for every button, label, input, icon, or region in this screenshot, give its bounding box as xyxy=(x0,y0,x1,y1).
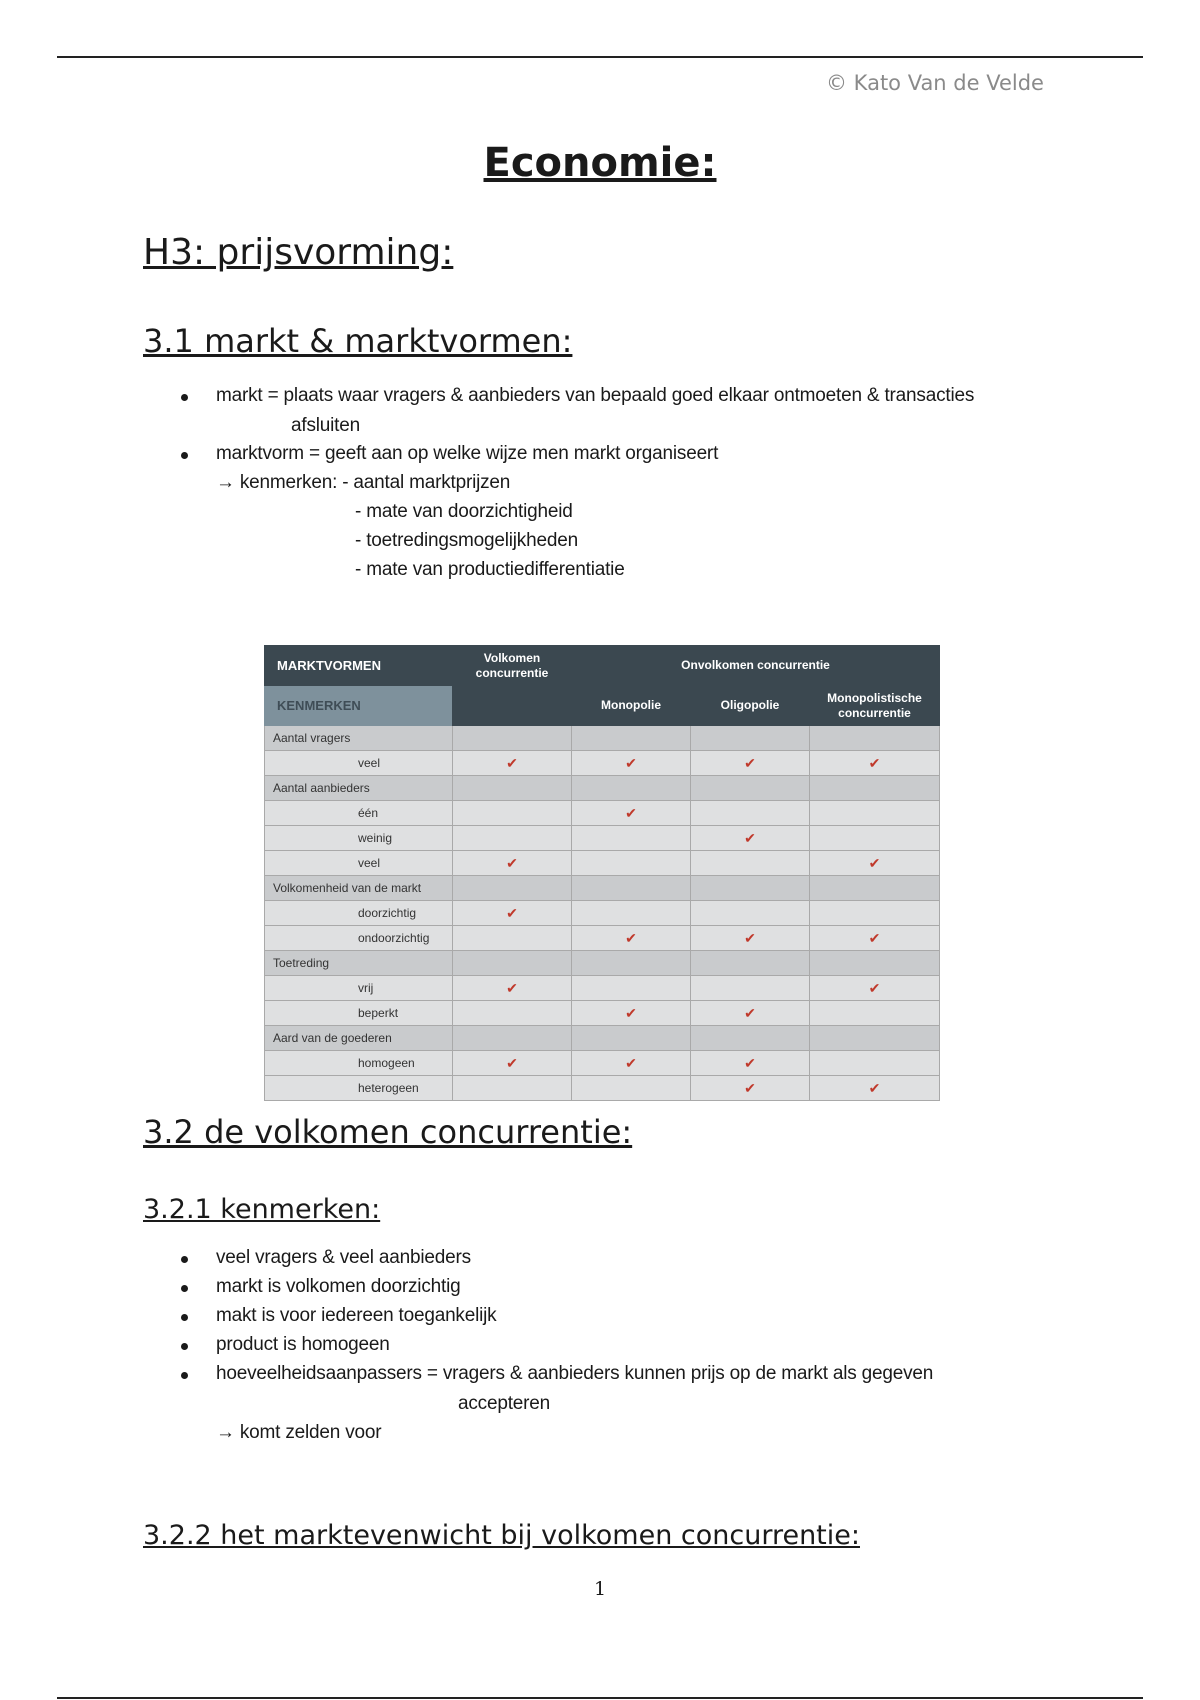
check-icon: ✔ xyxy=(572,1001,691,1026)
check-icon: ✔ xyxy=(810,976,940,1001)
row-label: heterogeen xyxy=(265,1076,453,1101)
kenmerk-bullet: hoeveelheidsaanpassers = vragers & aanbieders kunnen prijs op de markt als gegeven xyxy=(216,1363,934,1384)
chapter-heading: H3: prijsvorming: xyxy=(143,232,454,273)
table-cell xyxy=(810,1001,940,1026)
page-number: 1 xyxy=(593,1578,607,1600)
check-icon: ✔ xyxy=(453,751,572,776)
check-icon: ✔ xyxy=(453,1051,572,1076)
bullet-icon xyxy=(181,1314,188,1321)
group-label: Aantal aanbieders xyxy=(265,776,453,801)
group-label: Toetreding xyxy=(265,951,453,976)
kenmerk-note: → komt zelden voor xyxy=(216,1422,382,1443)
table-cell xyxy=(691,851,810,876)
check-icon: ✔ xyxy=(572,1051,691,1076)
check-icon: ✔ xyxy=(810,926,940,951)
table-row xyxy=(265,1076,940,1101)
kenmerk-bullet: veel vragers & veel aanbieders xyxy=(216,1247,471,1268)
group-label: Aard van de goederen xyxy=(265,1026,453,1051)
table-cell xyxy=(810,951,940,976)
table-cell xyxy=(691,901,810,926)
kenmerk-bullet: product is homogeen xyxy=(216,1334,390,1355)
table-cell xyxy=(691,776,810,801)
check-icon: ✔ xyxy=(691,751,810,776)
row-label: doorzichtig xyxy=(265,901,453,926)
row-label: beperkt xyxy=(265,1001,453,1026)
check-icon: ✔ xyxy=(810,851,940,876)
kenmerk-bullet-continuation: accepteren xyxy=(458,1393,551,1414)
table-group-row xyxy=(265,776,940,801)
table-group-row xyxy=(265,1026,940,1051)
table-cell xyxy=(572,1076,691,1101)
kenmerk-item: - toetredingsmogelijkheden xyxy=(355,530,578,551)
bullet-markt-line2: afsluiten xyxy=(291,415,360,436)
kenmerk-bullet: makt is voor iedereen toegankelijk xyxy=(216,1305,497,1326)
row-label: veel xyxy=(265,851,453,876)
table-cell xyxy=(453,1076,572,1101)
check-icon: ✔ xyxy=(810,751,940,776)
bullet-icon xyxy=(181,452,188,459)
table-cell xyxy=(453,776,572,801)
header-marktvormen: MARKTVORMEN xyxy=(265,646,453,686)
document-title: Economie: xyxy=(483,140,717,186)
table-cell xyxy=(810,801,940,826)
header-kenmerken: KENMERKEN xyxy=(265,686,453,726)
bullet-icon xyxy=(181,1343,188,1350)
header-volkomen: Volkomen concurrentie xyxy=(453,646,572,726)
check-icon: ✔ xyxy=(810,1076,940,1101)
row-label: homogeen xyxy=(265,1051,453,1076)
check-icon: ✔ xyxy=(691,1001,810,1026)
check-icon: ✔ xyxy=(691,1076,810,1101)
table-row xyxy=(265,926,940,951)
table-cell xyxy=(453,926,572,951)
table-cell xyxy=(810,1051,940,1076)
table-row xyxy=(265,1051,940,1076)
table-cell xyxy=(810,876,940,901)
header-monopolie: Monopolie xyxy=(572,686,691,726)
bullet-icon xyxy=(181,394,188,401)
table-cell xyxy=(810,901,940,926)
row-label: ondoorzichtig xyxy=(265,926,453,951)
table-cell xyxy=(453,951,572,976)
table-cell xyxy=(572,776,691,801)
section-heading-3-1: 3.1 markt & marktvormen: xyxy=(143,322,573,360)
section-heading-3-2: 3.2 de volkomen concurrentie: xyxy=(143,1113,633,1151)
header-monopolistische: Monopolistische concurrentie xyxy=(810,686,940,726)
check-icon: ✔ xyxy=(572,751,691,776)
table-cell xyxy=(691,876,810,901)
bullet-markt-line1: markt = plaats waar vragers & aanbieders van bepaald goed elkaar ontmoeten & transacties xyxy=(216,385,975,406)
table-row xyxy=(265,751,940,776)
table-cell xyxy=(453,876,572,901)
check-icon: ✔ xyxy=(453,976,572,1001)
subsection-heading-3-2-2: 3.2.2 het marktevenwicht bij volkomen concurrentie: xyxy=(143,1520,860,1551)
table-cell xyxy=(453,1026,572,1051)
check-icon: ✔ xyxy=(691,1051,810,1076)
table-cell xyxy=(572,976,691,1001)
table-row xyxy=(265,826,940,851)
table-cell xyxy=(453,726,572,751)
table-cell xyxy=(810,776,940,801)
table-cell xyxy=(691,951,810,976)
copyright-notice: © Kato Van de Velde xyxy=(826,71,1044,95)
bullet-icon xyxy=(181,1256,188,1263)
table-cell xyxy=(453,1001,572,1026)
group-label: Aantal vragers xyxy=(265,726,453,751)
footer-rule xyxy=(57,1697,1143,1699)
table-cell xyxy=(453,801,572,826)
table-row xyxy=(265,1001,940,1026)
table-cell xyxy=(453,826,572,851)
table-cell xyxy=(572,901,691,926)
table-cell xyxy=(572,826,691,851)
bullet-icon xyxy=(181,1285,188,1292)
table-cell xyxy=(691,1026,810,1051)
kenmerk-bullet: markt is volkomen doorzichtig xyxy=(216,1276,461,1297)
check-icon: ✔ xyxy=(691,826,810,851)
table-cell xyxy=(810,1026,940,1051)
table-group-row xyxy=(265,726,940,751)
kenmerk-item: - mate van productiedifferentiatie xyxy=(355,559,625,580)
bullet-icon xyxy=(181,1372,188,1379)
table-row xyxy=(265,851,940,876)
check-icon: ✔ xyxy=(453,851,572,876)
table-cell xyxy=(572,851,691,876)
row-label: één xyxy=(265,801,453,826)
table-group-row xyxy=(265,951,940,976)
row-label: veel xyxy=(265,751,453,776)
row-label: weinig xyxy=(265,826,453,851)
table-cell xyxy=(572,726,691,751)
table-cell xyxy=(691,726,810,751)
table-row xyxy=(265,801,940,826)
header-onvolkomen: Onvolkomen concurrentie xyxy=(572,646,940,686)
table-cell xyxy=(691,976,810,1001)
check-icon: ✔ xyxy=(572,926,691,951)
table-group-row xyxy=(265,876,940,901)
check-icon: ✔ xyxy=(572,801,691,826)
table-cell xyxy=(810,826,940,851)
row-label: vrij xyxy=(265,976,453,1001)
header-rule xyxy=(57,56,1143,58)
subsection-heading-3-2-1: 3.2.1 kenmerken: xyxy=(143,1194,381,1225)
table-cell xyxy=(572,1026,691,1051)
kenmerken-intro: → kenmerken: - aantal marktprijzen xyxy=(216,472,511,493)
table-row xyxy=(265,976,940,1001)
table-cell xyxy=(572,951,691,976)
marktvormen-table xyxy=(264,645,940,1101)
table-row xyxy=(265,901,940,926)
check-icon: ✔ xyxy=(453,901,572,926)
table-cell xyxy=(691,801,810,826)
group-label: Volkomenheid van de markt xyxy=(265,876,453,901)
table-cell xyxy=(572,876,691,901)
bullet-marktvorm: marktvorm = geeft aan op welke wijze men markt organiseert xyxy=(216,443,719,464)
table-cell xyxy=(810,726,940,751)
kenmerk-item: - mate van doorzichtigheid xyxy=(355,501,573,522)
header-oligopolie: Oligopolie xyxy=(691,686,810,726)
check-icon: ✔ xyxy=(691,926,810,951)
